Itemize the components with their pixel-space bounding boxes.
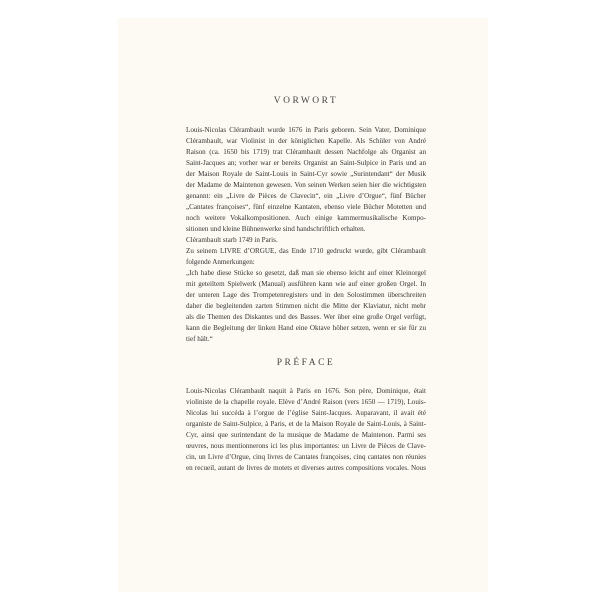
vorwort-line: „Cantates françoises“, fünf einzelne Kantaten, ebenso viele Bücher Motetten und <box>186 203 426 211</box>
preface-line: cin, un Livre d’Orgue, cinq livres de Cantates françoises, cinq cantates non réunies <box>186 453 426 461</box>
vorwort-line: mit geteiltem Spielwerk (Manual) ausführen kann wie auf einer großen Orgel. In <box>186 280 426 288</box>
preface-heading: PRÉFACE <box>276 358 336 368</box>
vorwort-line: „Ich habe diese Stücke so gesetzt, daß man sie ebenso leicht auf einer Kleinorgel <box>186 269 426 277</box>
vorwort-line: Clérambault starb 1749 in Paris. <box>186 236 278 244</box>
vorwort-line: der unteren Lage des Trompetenregisters und in den Solostimmen überschreiten <box>186 291 426 299</box>
document-page <box>118 18 488 592</box>
vorwort-line: tief hält.“ <box>186 335 213 343</box>
vorwort-line: der Madame de Maintenon gewesen. Von seinen Werken seien hier die wichtigsten <box>186 181 426 189</box>
vorwort-line: der Maison Royale de Saint-Louis in Saint-Cyr sowie „Surintendant“ der Musik <box>186 170 426 178</box>
vorwort-line: genannt: ein „Livre de Pièces de Clavecin“, ein „Livre d’Orgue“, fünf Bücher <box>186 192 426 200</box>
preface-line: Louis-Nicolas Clérambault naquit à Paris en 1676. Son père, Dominique, était <box>186 387 426 395</box>
vorwort-line: folgende Anmerkungen: <box>186 258 255 266</box>
vorwort-body <box>186 125 426 345</box>
preface-line: en recueil, autant de livres de motets et diverses autres compositions vocales. Nous <box>186 464 426 472</box>
vorwort-heading: VORWORT <box>273 96 339 106</box>
vorwort-line: daher die begleitenden zarten Stimmen nicht die Mitte der Klaviatur, nicht mehr <box>186 302 426 310</box>
vorwort-line: sitionen und kleine Bühnenwerke sind handschriftlich erhalten. <box>186 225 366 233</box>
preface-body <box>186 386 426 474</box>
vorwort-line: Saint-Jacques an; vorher war er bereits Organist an Saint-Sulpice in Paris und an <box>186 159 426 167</box>
vorwort-line: kann die Begleitung der linken Hand eine Oktave höher setzen, wenn er sie für zu <box>186 324 426 332</box>
preface-line: violiniste de la chapelle royale. Elève d’André Raison (vers 1650 — 1719), Louis- <box>186 398 426 406</box>
preface-line: organiste de Saint-Sulpice, à Paris, et de la Maison Royale de Saint-Louis, à Saint- <box>186 420 426 428</box>
vorwort-line: Clérambault, war Violinist in der königlichen Kapelle. Als Schüler von André <box>186 137 426 145</box>
vorwort-line: Zu seinem LIVRE d’ORGUE, das Ende 1710 gedruckt wurde, gibt Clérambault <box>186 247 426 255</box>
vorwort-line: als die Themen des Diskantes und des Basses. Wer über eine große Orgel verfügt, <box>186 313 426 321</box>
vorwort-line: Louis-Nicolas Clérambault wurde 1676 in Paris geboren. Sein Vater, Dominique <box>186 126 426 134</box>
preface-line: œuvres, nous mentionnerons ici les plus importantes: un Livre de Pièces de Clave- <box>186 442 426 450</box>
vorwort-line: noch weitere Vokalkompositionen. Auch einige kammermusikalische Kompo- <box>186 214 426 222</box>
preface-line: Nicolas lui succéda à l’orgue de l’église Saint-Jacques. Auparavant, il avait été <box>186 409 426 417</box>
vorwort-line: Raison (ca. 1650 bis 1719) trat Clérambault dessen Nachfolge als Organist an <box>186 148 426 156</box>
preface-line: Cyr, ainsi que surintendant de la musique de Madame de Maintenon. Parmi ses <box>186 431 426 439</box>
